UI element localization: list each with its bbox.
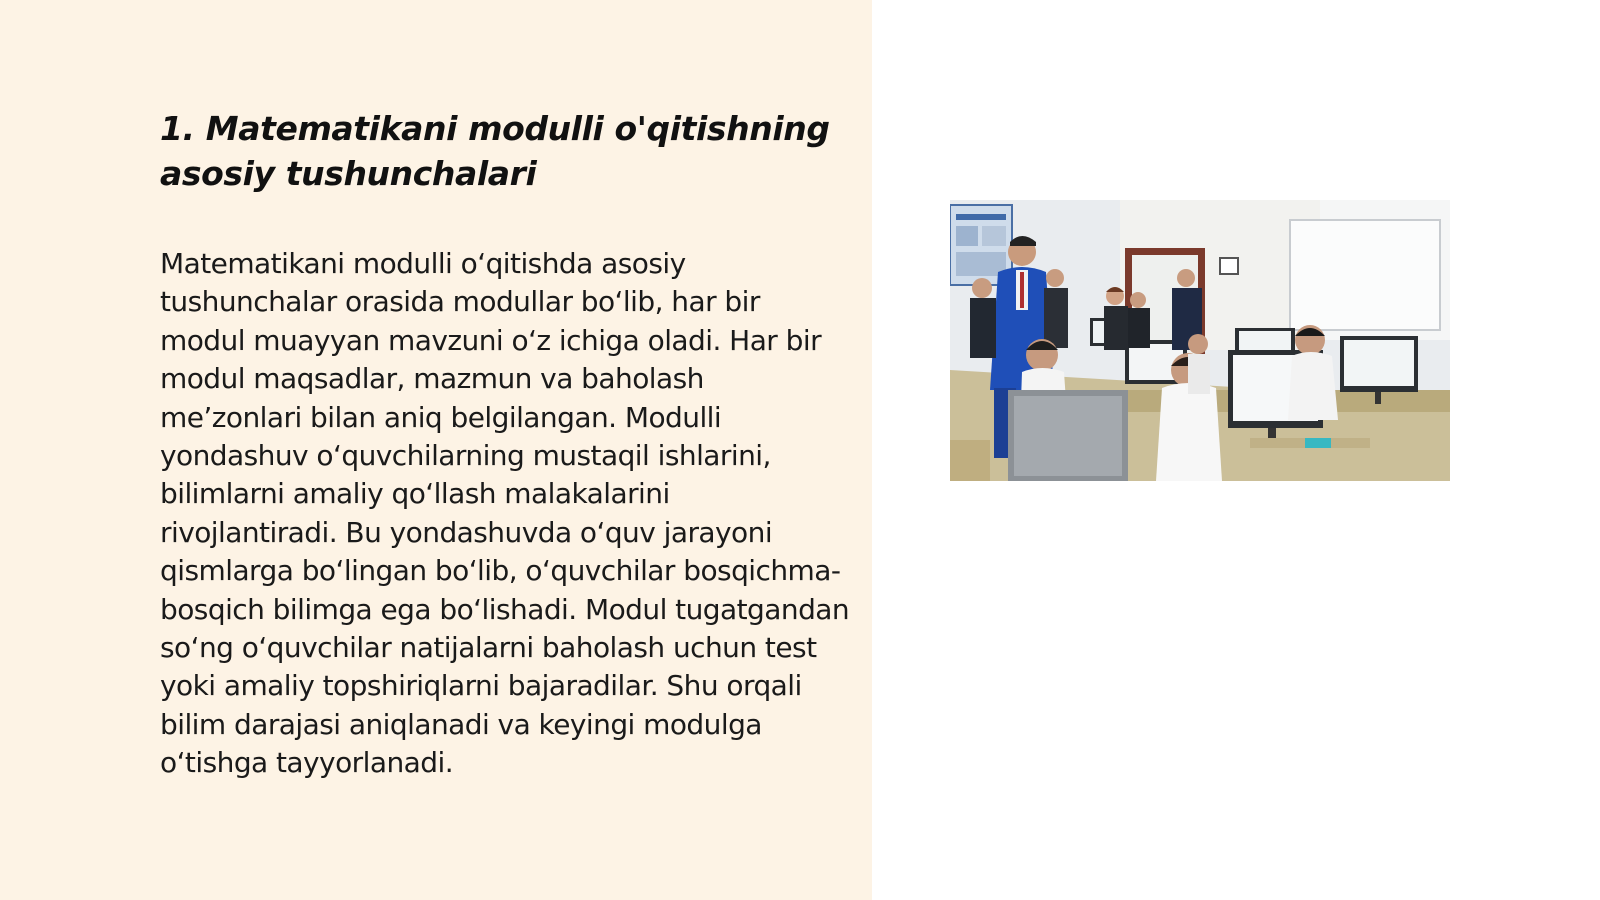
slide-title: 1. Matematikani modulli o'qitishning asosiy tushunchalari	[160, 109, 830, 193]
slide-body-text: Matematikani modulli o‘qitishda asosiy tushunchalar orasida modullar bo‘lib, har bir modul muayyan mavzuni o‘z ichiga oladi. Har bir modul maqsadlar, mazmun va baholash me’zonlari bilan aniq belgilangan. Modulli yondashuv o‘quvchilarning mustaqil ishlarini, bilimlarni amaliy qo‘llash malakalarini rivojlantiradi. Bu yondashuvda o‘quv jarayoni qismlarga bo‘lingan bo‘lib, o‘quvchilar bosqichma-bosqich bilimga ega bo‘lishadi. Modul tugatgandan so‘ng o‘quvchilar natijalarni baholash uchun test yoki amaliy topshiriqlarni bajaradilar. Shu orqali bilim darajasi aniqlanadi va keyingi modulga o‘tishga tayyorlanadi.	[160, 247, 850, 780]
classroom-photo	[950, 200, 1450, 481]
